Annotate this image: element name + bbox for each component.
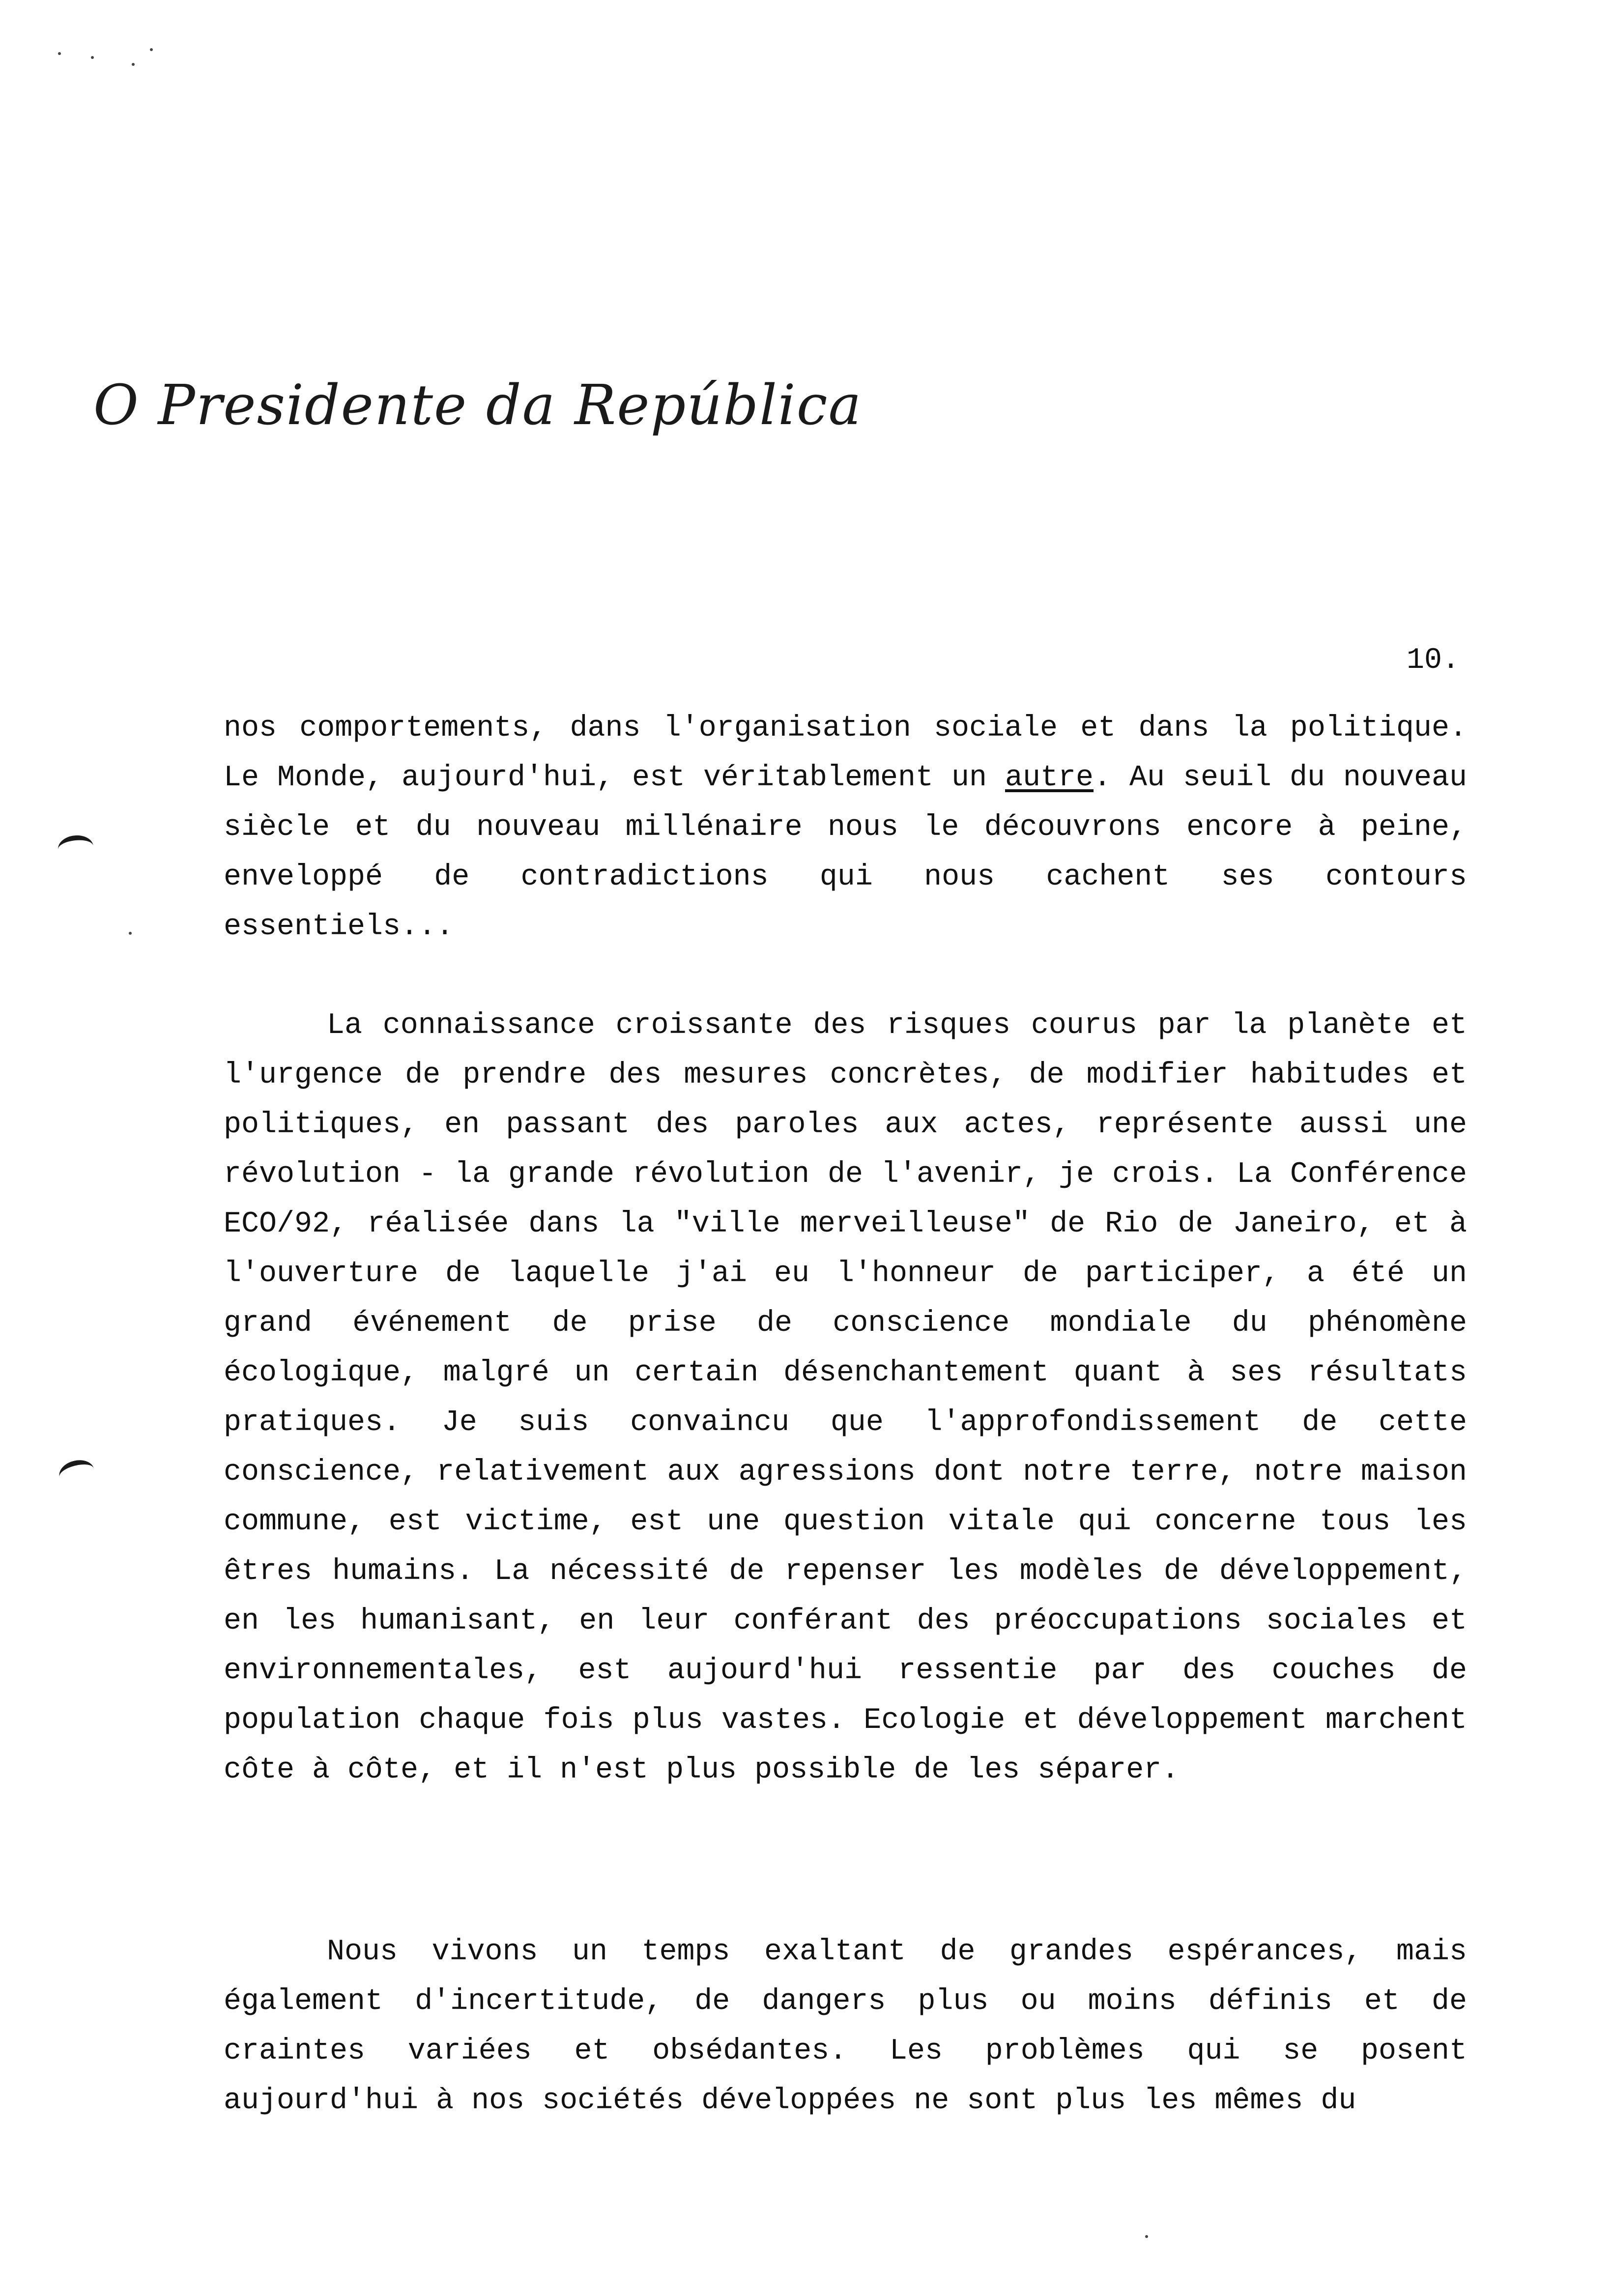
margin-binding-mark-lower: [57, 1457, 97, 1489]
paragraph-1-text-start: nos comportements, dans l'organisation sociale et dans la politique. Le Monde, aujourd'hui, est véritablement un: [224, 712, 1467, 795]
letterhead: O Presidente da República: [93, 373, 863, 437]
underlined-word: autre: [1005, 761, 1094, 795]
paragraph-1-text-end: . Au seuil du nouveau siècle et du nouveau millénaire nous le découvrons encore à peine, enveloppé de contradictions qui nous cachent ses contours essentiels...: [224, 761, 1468, 944]
scan-speck: [129, 932, 132, 935]
scan-speck: [91, 56, 94, 59]
scan-speck: [132, 63, 135, 66]
margin-binding-mark-upper: [57, 833, 95, 861]
paragraph-1: [224, 704, 1467, 952]
scan-speck: [150, 48, 153, 51]
scan-speck: [58, 52, 61, 55]
paragraph-2: La connaissance croissante des risques courus par la planète et l'urgence de prendre des mesures concrètes, de modifier habitudes et politiques, en passant des paroles aux actes, représente aussi une révolution - la grande révolution de l'avenir, je crois. La Conférence ECO/92, réalisée dans la "ville merveilleuse" de Rio de Janeiro, et à l'ouverture de laquelle j'ai eu l'honneur de participer, a été un grand événement de prise de conscience mondiale du phénomène écologique, malgré un certain désenchantement quant à ses résultats pratiques. Je suis convaincu que l'approfondissement de cette conscience, relativement aux agressions dont notre terre, notre maison commune, est victime, est une question vitale qui concerne tous les êtres humains. La nécessité de repenser les modèles de développement, en les humanisant, en leur conférant des préoccupations sociales et environnementales, est aujourd'hui ressentie par des couches de population chaque fois plus vastes. Ecologie et développement marchent côte à côte, et il n'est plus possible de les séparer.: [224, 1009, 1467, 1787]
scan-speck: [1145, 2235, 1148, 2238]
paragraph-3: Nous vivons un temps exaltant de grandes espérances, mais également d'incertitude, de dangers plus ou moins définis et de craintes variées et obsédantes. Les problèmes qui se posent aujourd'hui à nos sociétés développées ne sont plus les mêmes du: [224, 1935, 1467, 2118]
page-number: 10.: [1407, 644, 1460, 677]
